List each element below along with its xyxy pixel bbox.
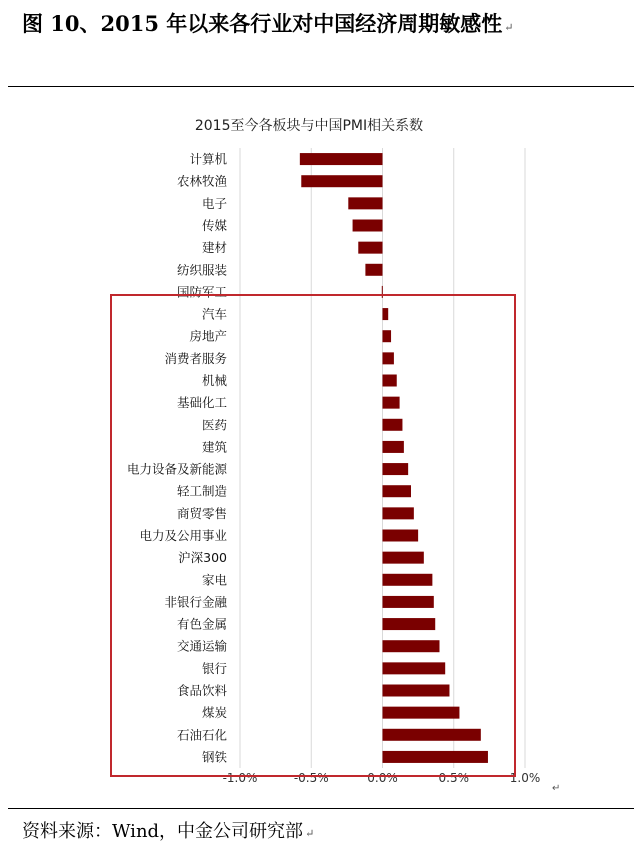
- bar: [383, 707, 460, 719]
- x-tick-label: -1.0%: [222, 771, 258, 785]
- category-label: 食品饮料: [176, 683, 227, 698]
- x-tick-label: -0.5%: [293, 771, 329, 785]
- category-label: 商贸零售: [176, 505, 227, 521]
- chart-gridlines: [240, 148, 525, 768]
- source-text: 资料来源：Wind，中金公司研究部: [22, 821, 304, 842]
- bar: [383, 308, 389, 320]
- category-label: 银行: [201, 660, 227, 676]
- bar: [353, 220, 383, 232]
- x-tick-label: 0.0%: [367, 771, 398, 785]
- category-label: 沪深300: [178, 550, 227, 566]
- category-label: 电力及公用事业: [139, 528, 227, 543]
- category-label: 交通运输: [176, 638, 227, 654]
- source-note: [22, 818, 314, 846]
- category-label: 煤炭: [201, 705, 227, 721]
- category-label: 有色金属: [176, 616, 227, 632]
- category-label: 国防军工: [176, 284, 227, 300]
- bar: [383, 530, 419, 542]
- bar: [383, 352, 394, 364]
- paragraph-mark-icon: ↵: [305, 827, 315, 840]
- bar: [383, 552, 424, 564]
- chart-title: 2015至今各板块与中国PMI相关系数: [194, 118, 424, 134]
- category-label: 非银行金融: [164, 594, 227, 610]
- bar: [348, 197, 382, 209]
- bar: [365, 264, 382, 276]
- bar: [383, 685, 450, 697]
- bar: [383, 397, 400, 409]
- x-tick-label: 0.5%: [438, 771, 469, 785]
- x-tick-label: 1.0%: [509, 771, 541, 785]
- category-label: 建材: [201, 240, 227, 256]
- category-label: 轻工制造: [176, 483, 227, 499]
- category-label: 农林牧渔: [176, 173, 227, 189]
- category-label: 医药: [201, 417, 227, 433]
- figure-title-text: 图 10、2015 年以来各行业对中国经济周期敏感性: [22, 11, 503, 36]
- category-label: 汽车: [201, 306, 227, 322]
- bar: [358, 242, 382, 254]
- category-label: 消费者服务: [164, 350, 227, 366]
- category-label: 计算机: [189, 151, 227, 167]
- bar: [383, 640, 440, 652]
- category-label: 基础化工: [176, 395, 227, 411]
- bar: [383, 507, 414, 519]
- bar: [383, 441, 404, 453]
- bar: [383, 330, 392, 342]
- figure-title: [22, 6, 622, 42]
- category-label: 纺织服装: [176, 262, 227, 278]
- category-label: 电力设备及新能源: [126, 461, 227, 477]
- category-label: 建筑: [201, 439, 227, 455]
- category-label: 钢铁: [201, 749, 227, 765]
- category-label: 机械: [201, 373, 227, 388]
- category-label: 传媒: [201, 218, 227, 233]
- bar: [383, 485, 412, 497]
- bar: [300, 153, 383, 165]
- bar: [383, 662, 446, 674]
- return-mark-icon: ↵: [552, 783, 561, 794]
- bar: [383, 729, 481, 741]
- category-label: 石油石化: [176, 727, 227, 743]
- bar: [383, 574, 433, 586]
- paragraph-mark-icon: ↵: [504, 21, 514, 34]
- bar: [383, 751, 488, 763]
- bar: [383, 375, 397, 387]
- bar: [301, 175, 382, 187]
- chart-bars: [300, 153, 488, 763]
- bar: [383, 463, 409, 475]
- bar: [383, 596, 434, 608]
- category-labels: [127, 152, 228, 765]
- bar: [382, 286, 383, 298]
- pmi-correlation-chart: [0, 96, 640, 796]
- category-label: 家电: [201, 572, 227, 588]
- x-tick-labels: [223, 771, 541, 785]
- category-label: 电子: [201, 195, 227, 211]
- bottom-divider: [8, 808, 634, 809]
- top-divider: [8, 86, 634, 87]
- category-label: 房地产: [189, 328, 227, 344]
- bar: [383, 419, 403, 431]
- bar: [383, 618, 436, 630]
